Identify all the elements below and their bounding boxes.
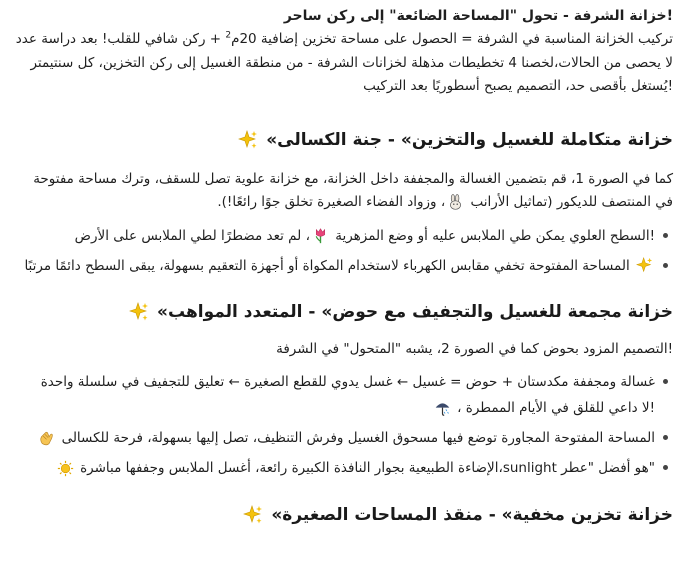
section1-paragraph	[8, 168, 673, 215]
list-item	[8, 223, 655, 249]
intro-line1-b: + ركن شافي للقلب! بعد دراسة عدد	[15, 31, 226, 47]
section1-para-b: في المنتصف للديكور (تماثيل الأرانب	[470, 194, 673, 210]
bullet5-text-a: "هو أفضل "عطر	[556, 460, 655, 476]
section1-para-a: كما في الصورة 1، قم بتضمين الغسالة والمجففة داخل الخزانة، مع خزانة علوية تصل للسقف، وترك مساحة مفتوحة	[33, 170, 673, 187]
bullet5-text-en: sunlight	[502, 460, 557, 476]
intro-sup: 2	[225, 30, 232, 41]
bullet1-text-b: ، لم تعد مضطرًا لطي الملابس على الأرض	[74, 227, 310, 244]
sparkles-icon	[129, 302, 149, 322]
bullet4-text: المساحة المفتوحة المجاورة توضع فيها مسحوق الغسيل وفرش التنظيف، تصل إليها بسهولة، فرحة للكسالى	[61, 430, 655, 446]
intro-paragraph	[8, 28, 673, 99]
tulip-icon	[312, 227, 329, 244]
section1-heading-text: خزانة متكاملة للغسيل والتخزين» - جنة الكسالى»	[266, 129, 673, 150]
sparkles-icon	[243, 505, 263, 525]
rabbit-icon	[447, 194, 464, 211]
section2-paragraph: !التصميم المزود بحوض كما في الصورة 2، يشبه "المتحول" في الشرفة	[276, 340, 673, 357]
section2-heading	[8, 298, 673, 326]
sun-icon	[57, 460, 74, 477]
clap-icon	[38, 430, 55, 447]
bullet3-line2: !لا داعي للقلق في الأيام الممطرة ،	[457, 400, 655, 416]
bullet3-line1: غسالة ومجففة مكدستان + حوض = غسيل ← غسل يدوي للقطع الصغيرة ← تعليق للتجفيف في سلسلة واحدة	[40, 374, 655, 390]
section2-heading-text: خزانة مجمعة للغسيل والتجفيف مع حوض» - المتعدد المواهب»	[157, 301, 673, 322]
intro-line1-a: تركيب الخزانة المناسبة في الشرفة = الحصول على مساحة تخزين إضافية 20م	[231, 31, 673, 47]
section2-bullets	[8, 369, 673, 481]
intro-title: !خزانة الشرفة - تحول "المساحة الضائعة" إلى ركن ساحر	[283, 8, 673, 24]
sparkles-icon	[238, 130, 258, 150]
sparkles-icon	[636, 257, 653, 274]
section1-para-c: ، وزواد الفضاء الصغيرة تخلق جوًا رائعًا!).	[217, 194, 446, 210]
umbrella-icon	[434, 400, 451, 417]
section1-bullets	[8, 223, 673, 279]
bullet2-text: المساحة المفتوحة تخفي مقابس الكهرباء لاستخدام المكواة أو أجهزة التعقيم بسهولة، يبقى السطح دائمًا مرتبًا	[24, 257, 630, 274]
bullet5-text-b: ،الإضاءة الطبيعية بجوار النافذة الكبيرة رائعة، أغسل الملابس وجففها مباشرة	[80, 460, 503, 476]
list-item	[8, 253, 655, 279]
intro-line3: !يُستغل بأقصى حد، التصميم يصبح أسطوريًا بعد التركيب	[363, 78, 673, 94]
intro-line2: لا يحصى من الحالات،لخصنا 4 تخطيطات مذهلة لخزانات الشرفة - من منطقة الغسيل إلى ركن التخزين، كل سنتيمتر	[30, 54, 673, 71]
section1-heading	[8, 126, 673, 154]
list-item	[8, 455, 655, 481]
section3-heading-text: خزانة تخزين مخفية» - منقذ المساحات الصغيرة»	[271, 505, 673, 525]
bullet1-text-a: !السطح العلوي يمكن طي الملابس عليه أو وضع المزهرية	[335, 227, 655, 244]
section3-heading	[8, 501, 673, 529]
list-item	[8, 369, 655, 421]
list-item	[8, 425, 655, 451]
